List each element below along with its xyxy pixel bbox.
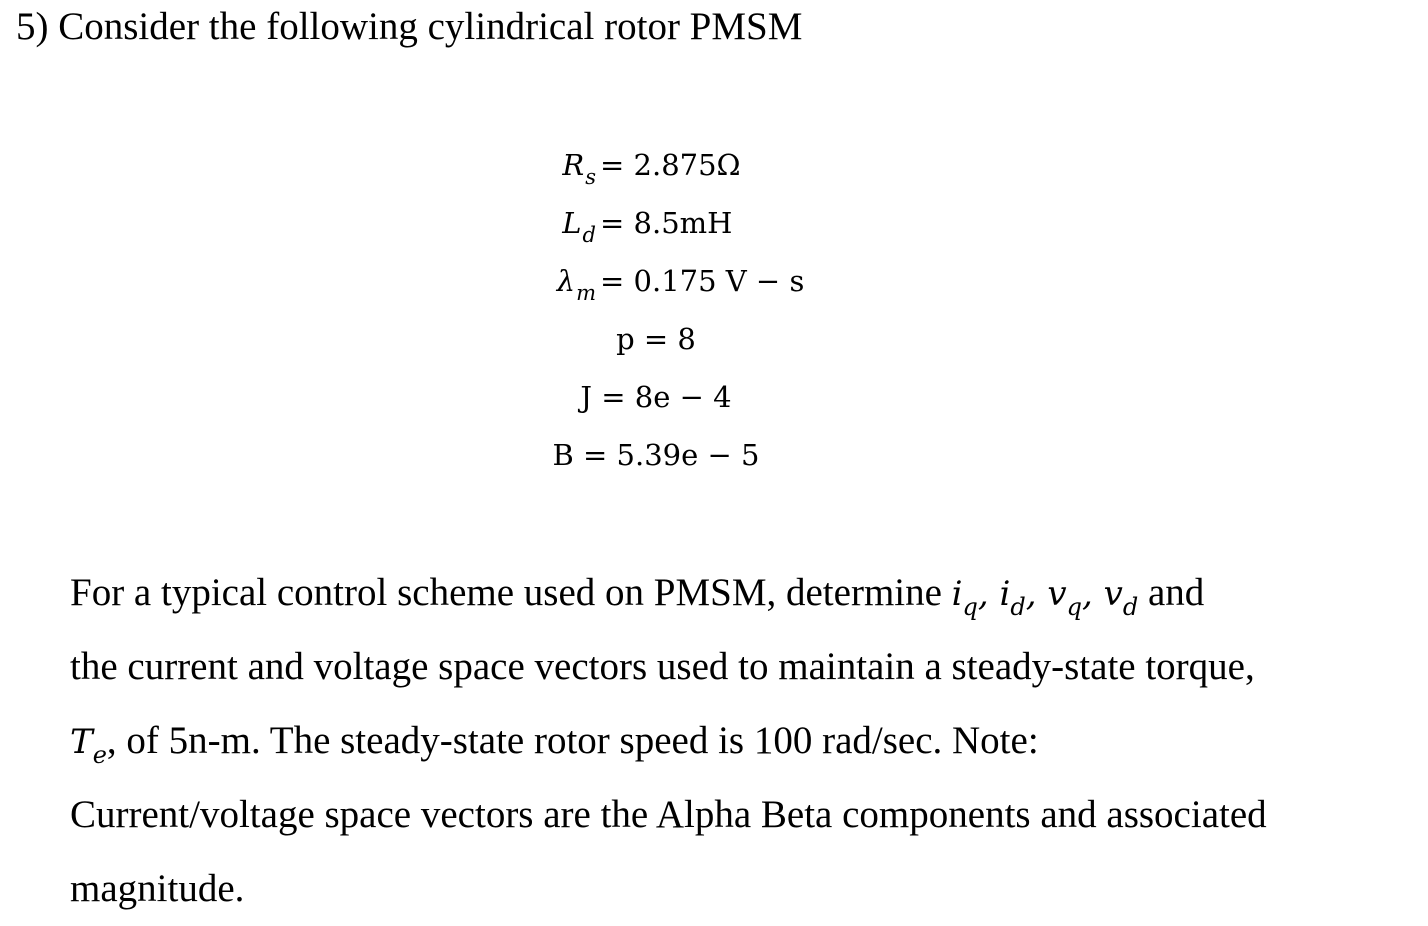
param-b — [0, 430, 1312, 488]
var-te: $T_e$ — [70, 722, 107, 769]
param-rs-subscript: s — [585, 165, 596, 189]
param-rs-symbol: R — [562, 148, 585, 182]
body-line-2: the current and voltage space vectors used to maintain a steady-state torque, — [70, 645, 1255, 688]
parameter-list — [0, 140, 1312, 488]
var-vd: $v_d$ — [1103, 574, 1139, 621]
param-lambda-value: 0.175 V − s — [633, 264, 805, 298]
question-body — [70, 556, 1410, 926]
param-lambda: $\lambda_m$ = 0.175 V − s — [556, 264, 805, 305]
param-ld-symbol: L — [562, 206, 582, 240]
var-id: $i_d$ — [999, 574, 1026, 621]
body-line-1-end: and — [1147, 571, 1205, 614]
param-lambda-subscript: m — [576, 281, 596, 305]
param-ld: $L_d$ = 8.5mH — [562, 206, 733, 247]
question-heading: 5) Consider the following cylindrical rotor PMSM — [16, 5, 803, 48]
param-rs-value: 2.875Ω — [633, 148, 741, 182]
param-lambda-symbol: λ — [556, 264, 576, 298]
body-line-3-text: , of 5n-m. The steady-state rotor speed is 100 rad/sec. Note: — [106, 719, 1039, 762]
body-line-5: magnitude. — [70, 867, 245, 910]
body-line-3 — [70, 704, 1410, 778]
body-line-1-text: For a typical control scheme used on PMSM, determine — [70, 571, 942, 614]
param-ld-subscript: d — [582, 223, 596, 247]
body-line-4: Current/voltage space vectors are the Alpha Beta components and associated — [70, 793, 1267, 836]
param-ld-value: 8.5mH — [633, 206, 733, 240]
param-j-expression: J = 8e − 4 — [580, 380, 732, 414]
var-iq: $i_q$ — [951, 574, 978, 621]
var-vq: $v_q$ — [1047, 574, 1083, 621]
param-b-expression: B = 5.39e − 5 — [552, 438, 760, 472]
body-line-1: For a typical control scheme used on PMSM, determine $i_q$, $i_d$, $v_q$, $v_d$ and — [70, 571, 1205, 621]
param-p — [0, 314, 1312, 372]
param-p-expression: p = 8 — [616, 322, 696, 356]
param-j — [0, 372, 1312, 430]
param-rs: $R_s$ = 2.875Ω — [562, 148, 741, 189]
